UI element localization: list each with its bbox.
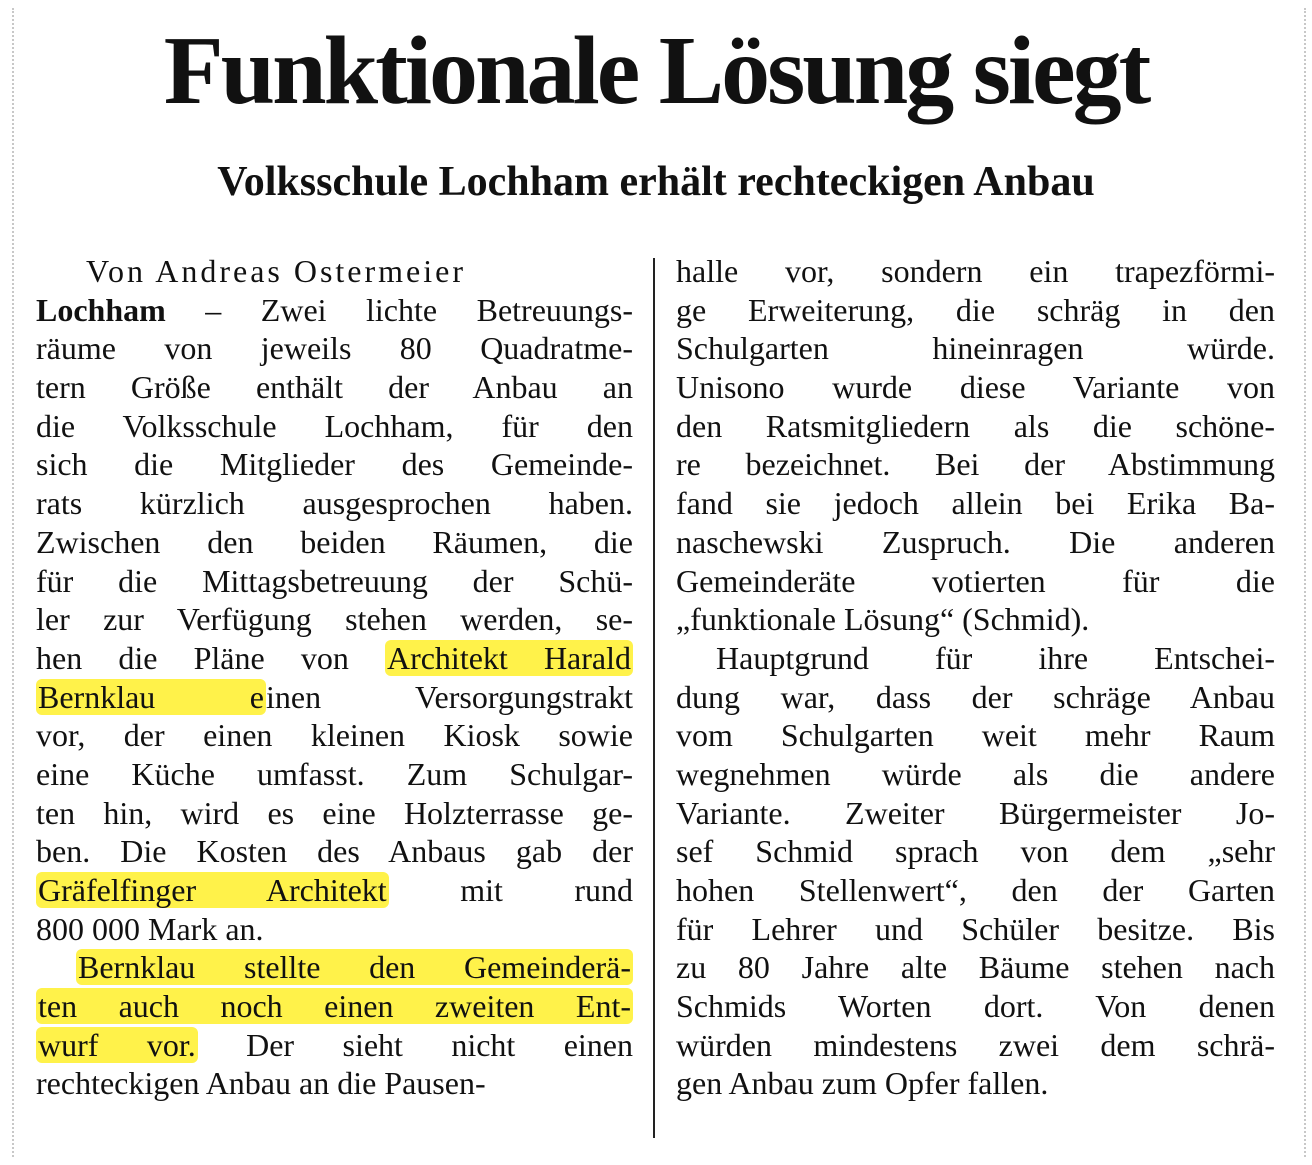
highlight-mark: ten auch noch einen zweiten Ent- bbox=[38, 988, 631, 1025]
text-line: Variante. Zweiter Bürgermeister Jo- bbox=[676, 794, 1275, 831]
text-line: für die Mittagsbetreuung der Schü- bbox=[36, 562, 633, 599]
text-line: würden mindestens zwei dem schrä- bbox=[676, 1026, 1275, 1063]
text-line bbox=[36, 948, 633, 987]
column-rule bbox=[653, 258, 655, 1138]
byline: Von Andreas Ostermeier bbox=[86, 253, 466, 289]
highlight-mark: Bernklau stellte den Gemeinderä- bbox=[78, 949, 631, 986]
text-line: die Volksschule Lochham, für den bbox=[36, 407, 633, 444]
text-line: zu 80 Jahre alte Bäume stehen nach bbox=[676, 949, 1275, 986]
text-line: re bezeichnet. Bei der Abstimmung bbox=[676, 446, 1275, 483]
headline: Funktionale Lösung siegt bbox=[163, 17, 1149, 125]
text-line: Hauptgrund für ihre Entschei- bbox=[716, 639, 1275, 676]
text-line: „funktionale Lösung“ (Schmid). bbox=[676, 601, 1090, 638]
text-line: für Lehrer und Schüler besitze. Bis bbox=[676, 910, 1275, 947]
text-line: hen die Pläne von Architekt Harald bbox=[36, 639, 631, 676]
text-line: ten hin, wird es eine Holzterrasse ge- bbox=[36, 794, 633, 831]
text-line: Lochham – Zwei lichte Betreuungs- bbox=[36, 291, 633, 328]
text-line: Gemeinderäte votierten für die bbox=[676, 562, 1275, 599]
text-line: dung war, dass der schräge Anbau bbox=[676, 678, 1275, 715]
highlight-mark: Architekt Harald bbox=[386, 639, 631, 676]
text-line: rechteckigen Anbau an die Pausen- bbox=[36, 1065, 486, 1102]
text-line: sef Schmid sprach von dem „sehr bbox=[676, 833, 1275, 870]
highlight-mark: Bernklau e bbox=[38, 678, 264, 715]
text-line: Gräfelfinger Architekt mit rund bbox=[38, 872, 633, 908]
text-line: ben. Die Kosten des Anbaus gab der bbox=[36, 833, 633, 870]
right-column bbox=[676, 252, 1275, 1103]
text-line: den Ratsmitgliedern als die schöne- bbox=[676, 407, 1275, 444]
text-line: hohen Stellenwert“, den der Garten bbox=[676, 872, 1275, 908]
text-line: Zwischen den beiden Räumen, die bbox=[36, 523, 633, 560]
text-line: gen Anbau zum Opfer fallen. bbox=[676, 1065, 1049, 1102]
text-line: vor, der einen kleinen Kiosk sowie bbox=[36, 717, 633, 754]
highlight-mark: wurf vor. bbox=[38, 1026, 196, 1063]
dateline: Lochham bbox=[36, 291, 166, 328]
text-line: Unisono wurde diese Variante von bbox=[676, 369, 1275, 406]
text-line: wegnehmen würde als die andere bbox=[676, 755, 1275, 792]
text-line: fand sie jedoch allein bei Erika Ba- bbox=[676, 485, 1275, 522]
text-line: naschewski Zuspruch. Die anderen bbox=[676, 523, 1275, 560]
text-line: Bernklau einen Versorgungstrakt bbox=[38, 678, 633, 715]
text-line: sich die Mitglieder des Gemeinde- bbox=[36, 446, 633, 483]
text-line: räume von jeweils 80 Quadratme- bbox=[36, 330, 633, 367]
subheadline: Volksschule Lochham erhält rechteckigen Anbau bbox=[217, 159, 1095, 205]
text-line: Schmids Worten dort. Von denen bbox=[676, 988, 1275, 1025]
left-column bbox=[36, 252, 633, 1103]
highlight-mark: Gräfelfinger Architekt bbox=[38, 872, 387, 908]
text-line: rats kürzlich ausgesprochen haben. bbox=[36, 485, 633, 522]
text-line: Schulgarten hineinragen würde. bbox=[676, 330, 1275, 367]
text-line: eine Küche umfasst. Zum Schulgar- bbox=[36, 755, 633, 792]
text-line: halle vor, sondern ein trapezförmi- bbox=[676, 253, 1275, 289]
text-line: tern Größe enthält der Anbau an bbox=[36, 369, 633, 406]
text-line bbox=[36, 987, 633, 1026]
text-line: ge Erweiterung, die schräg in den bbox=[676, 291, 1275, 328]
text-line: 800 000 Mark an. bbox=[36, 910, 264, 947]
text-line: ler zur Verfügung stehen werden, se- bbox=[36, 601, 633, 638]
text-line: wurf vor. Der sieht nicht einen bbox=[38, 1026, 633, 1063]
text-line: vom Schulgarten weit mehr Raum bbox=[676, 717, 1275, 754]
